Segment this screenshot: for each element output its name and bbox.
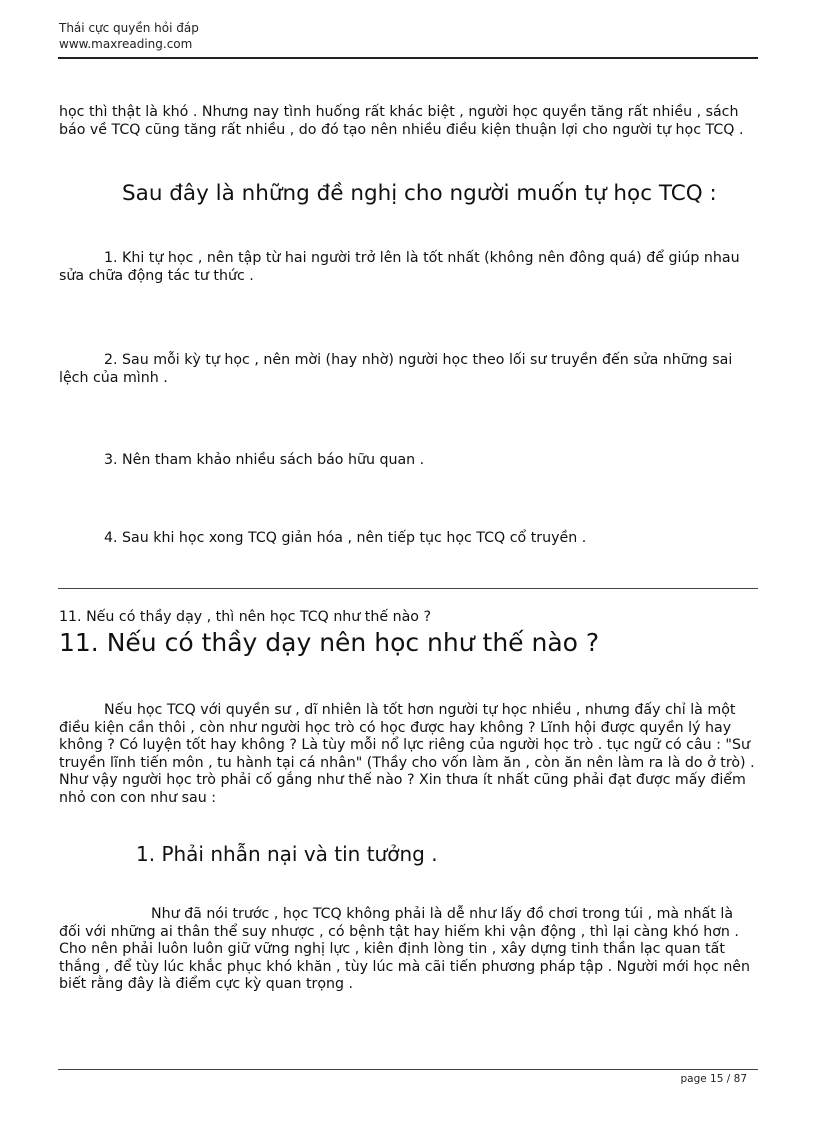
section-paragraph <box>59 702 759 807</box>
suggestion-item <box>59 352 759 387</box>
point-paragraph <box>59 906 759 994</box>
footer-rule <box>58 1069 758 1070</box>
suggestion-text: 3. Nên tham khảo nhiều sách báo hữu quan . <box>104 452 425 468</box>
suggestion-text: 4. Sau khi học xong TCQ giản hóa , nên tiếp tục học TCQ cổ truyền . <box>104 530 587 546</box>
intro-paragraph: học thì thật là khó . Nhưng nay tình huống rất khác biệt , người học quyền tăng rất nhiều , sách báo về TCQ cũng tăng rất nhiều , do đó tạo nên nhiều điều kiện thuận lợi cho người tự học TCQ . <box>59 104 744 138</box>
page-header <box>59 20 199 52</box>
page-number: page 15 / 87 <box>680 1073 747 1085</box>
header-site: www.maxreading.com <box>59 37 193 51</box>
point-paragraph-text: Như đã nói trước , học TCQ không phải là dễ như lấy đồ chơi trong túi , mà nhất là đối với những ai thân thể suy nhược , có bệnh tật hay hiếm khi vận động , thì lại càng khó hơn . Cho nên phải luôn luôn giữ vững nghị lực , kiên định lòng tin , xây dựng tinh thần lạc quan tất thắng , để tùy lúc khắc phục khó khăn , tùy lúc mà cãi tiến phương pháp tập . Người mới học nên biết rằng đây là điểm cực kỳ quan trọng . <box>59 906 751 992</box>
section-divider <box>58 588 758 589</box>
point-heading: 1. Phải nhẫn nại và tin tưởng . <box>136 842 438 866</box>
header-title: Thái cực quyền hỏi đáp <box>59 21 199 35</box>
header-rule <box>58 57 758 59</box>
section-paragraph-text: Nếu học TCQ với quyền sư , dĩ nhiên là tốt hơn người tự học nhiều , nhưng đấy chỉ là một điều kiện cần thôi , còn như người học trò có học được hay không ? Lĩnh hội được quyền lý hay không ? Có luyện tốt hay không ? Là tùy mỗi nổ lực riêng của người học trò . tục ngữ có câu : "Sư truyền lĩnh tiến môn , tu hành tại cá nhân" (Thầy cho vốn làm ăn , còn ăn nên làm ra là do ở trò) . Như vậy người học trò phải cố gắng như thế nào ? Xin thưa ít nhất cũng phải đạt được mấy điểm nhỏ con con như sau : <box>59 702 755 806</box>
suggestion-text: 2. Sau mỗi kỳ tự học , nên mời (hay nhờ) người học theo lối sư truyền đến sửa những sai lệch của mình . <box>59 352 733 386</box>
suggestion-item <box>59 250 759 285</box>
section-small-title: 11. Nếu có thầy dạy , thì nên học TCQ như thế nào ? <box>59 609 431 625</box>
suggestion-item <box>59 452 759 470</box>
suggestions-heading: Sau đây là những đề nghị cho người muốn tự học TCQ : <box>122 181 717 206</box>
section-title: 11. Nếu có thầy dạy nên học như thế nào ? <box>59 628 600 657</box>
suggestion-text: 1. Khi tự học , nên tập từ hai người trở lên là tốt nhất (không nên đông quá) để giúp nhau sửa chữa động tác tư thức . <box>59 250 740 284</box>
suggestion-item <box>59 530 759 548</box>
